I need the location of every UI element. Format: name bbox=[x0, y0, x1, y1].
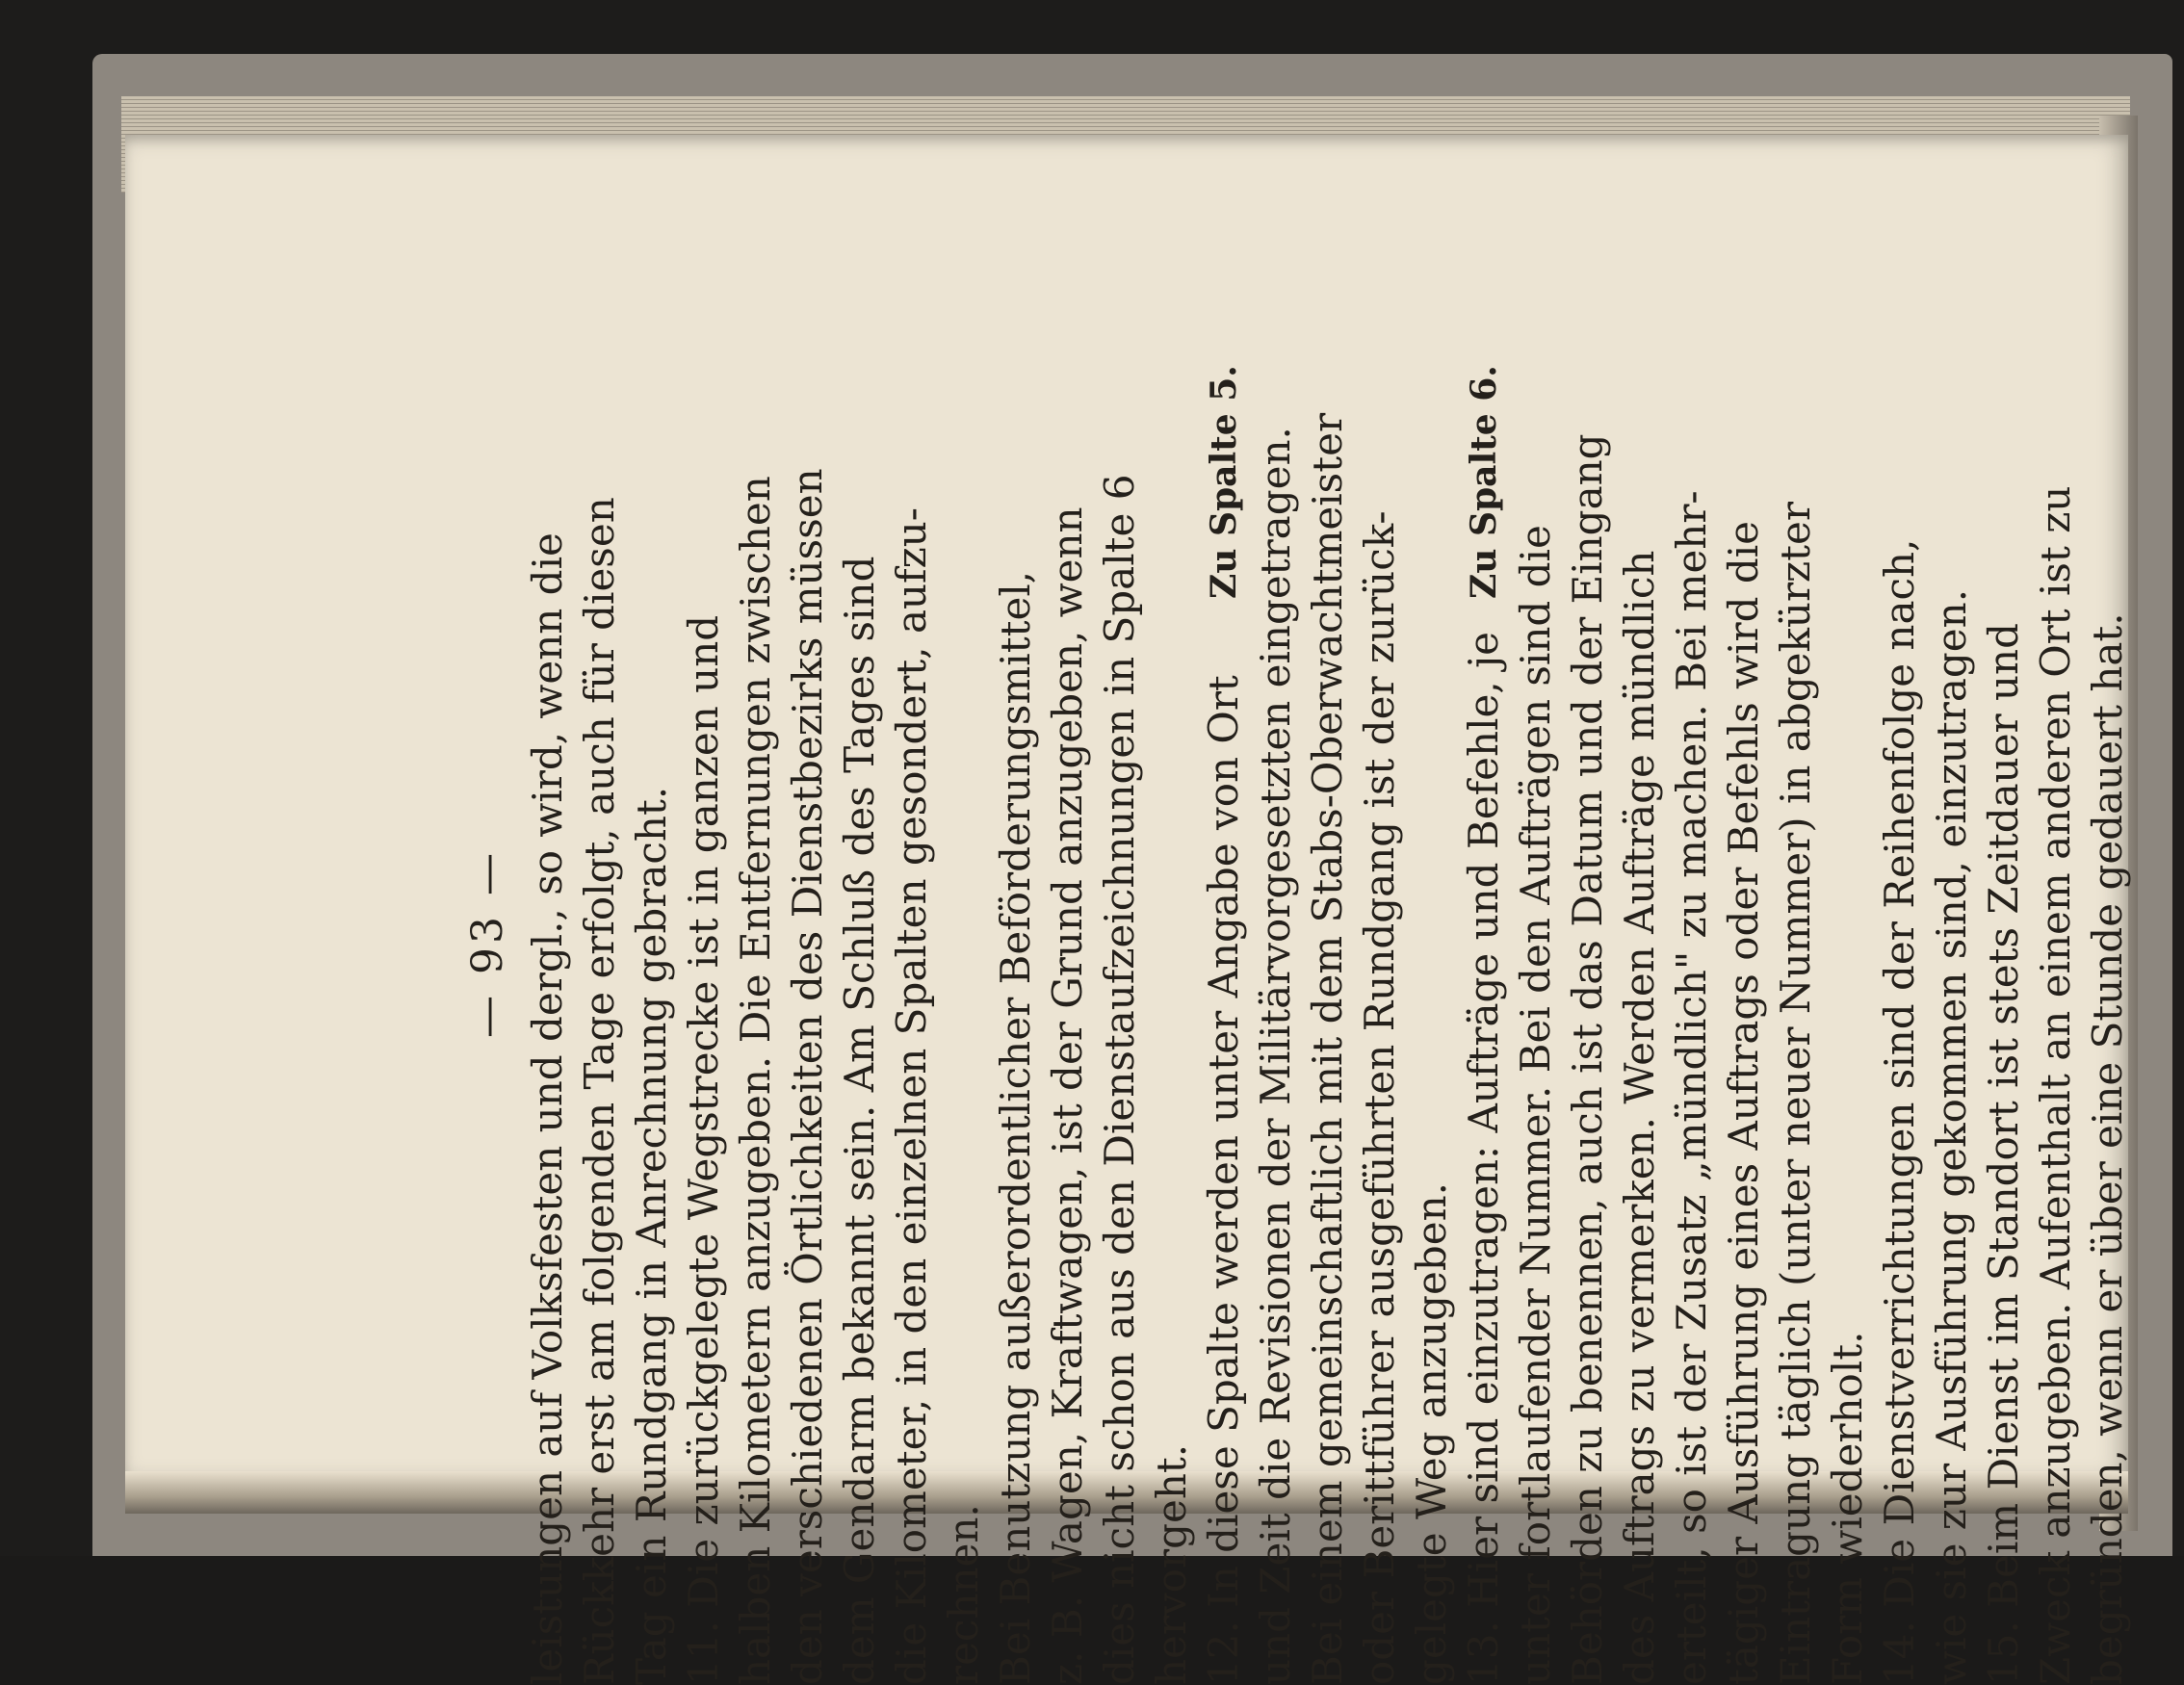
text-line: leistungen auf Volksfesten und dergl., so wird, wenn die bbox=[524, 532, 571, 1685]
text-line: Rückkehr erst am folgenden Tage erfolgt, auch für diesen bbox=[576, 497, 623, 1685]
text-line: Bei Benutzung außerordentlicher Beförderungsmittel, bbox=[992, 570, 1039, 1685]
text-line: Behörden zu benennen, auch ist das Datum und der Eingang bbox=[1564, 433, 1611, 1685]
page-text-block bbox=[462, 202, 2131, 1685]
text-line: Tag ein Rundgang in Anrechnung gebracht. bbox=[628, 786, 675, 1685]
text-line: rechnen. bbox=[940, 1504, 987, 1685]
text-line: 14. Die Dienstverrichtungen sind der Reihenfolge nach, bbox=[1876, 538, 1923, 1685]
text-line: Form wiederholt. bbox=[1824, 1331, 1871, 1685]
text-line: Zweck anzugeben. Aufenthalt an einem anderen Ort ist zu bbox=[2032, 485, 2079, 1685]
text-line: Bei einem gemeinschaftlich mit dem Stabs-Oberwachtmeister bbox=[1304, 412, 1351, 1685]
text-line: halben Kilometern anzugeben. Die Entfernungen zwischen bbox=[732, 476, 779, 1685]
text-line: die Kilometer, in den einzelnen Spalten gesondert, aufzu- bbox=[888, 507, 935, 1685]
text-line: 13. Hier sind einzutragen: Aufträge und Befehle, je bbox=[1460, 632, 1507, 1685]
text-line: Eintragung täglich (unter neuer Nummer) in abgekürzter bbox=[1772, 502, 1819, 1685]
body-row bbox=[522, 202, 2134, 1685]
margin-note-spalte-5: Zu Spalte 5. bbox=[1204, 365, 1244, 599]
margin-note-spalte-6: Zu Spalte 6. bbox=[1464, 365, 1504, 599]
text-line: tägiger Ausführung eines Auftrags oder Befehls wird die bbox=[1720, 520, 1767, 1685]
text-line: 15. Beim Dienst im Standort ist stets Zeitdauer und bbox=[1980, 623, 2027, 1685]
text-line: dem Gendarm bekannt sein. Am Schluß des Tages sind bbox=[836, 556, 883, 1685]
text-line: dies nicht schon aus den Dienstaufzeichnungen in Spalte 6 bbox=[1096, 474, 1143, 1685]
page-number-header: — 93 — bbox=[463, 849, 512, 1038]
text-line: erteilt, so ist der Zusatz „mündlich" zu machen. Bei mehr- bbox=[1668, 490, 1715, 1685]
text-line: des Auftrags zu vermerken. Werden Aufträge mündlich bbox=[1616, 550, 1663, 1685]
text-line: wie sie zur Ausführung gekommen sind, einzutragen. bbox=[1928, 588, 1975, 1685]
text-line: und Zeit die Revisionen der Militärvorgesetzten eingetragen. bbox=[1252, 427, 1299, 1685]
text-line: 12. In diese Spalte werden unter Angabe von Ort bbox=[1200, 675, 1247, 1685]
text-line: z. B. Wagen, Kraftwagen, ist der Grund anzugeben, wenn bbox=[1044, 506, 1091, 1685]
text-line: den verschiedenen Örtlichkeiten des Dienstbezirks müssen bbox=[784, 468, 831, 1685]
text-line: hervorgeht. bbox=[1148, 1443, 1195, 1685]
text-line: oder Berittführer ausgeführten Rundgang ist der zurück- bbox=[1356, 510, 1403, 1685]
text-line: unter fortlaufender Nummer. Bei den Aufträgen sind die bbox=[1512, 525, 1559, 1685]
text-line: 11. Die zurückgelegte Wegstrecke ist in ganzen und bbox=[680, 614, 727, 1685]
text-line: begründen, wenn er über eine Stunde gedauert hat. bbox=[2084, 612, 2131, 1685]
text-line: gelegte Weg anzugeben. bbox=[1408, 1182, 1455, 1685]
